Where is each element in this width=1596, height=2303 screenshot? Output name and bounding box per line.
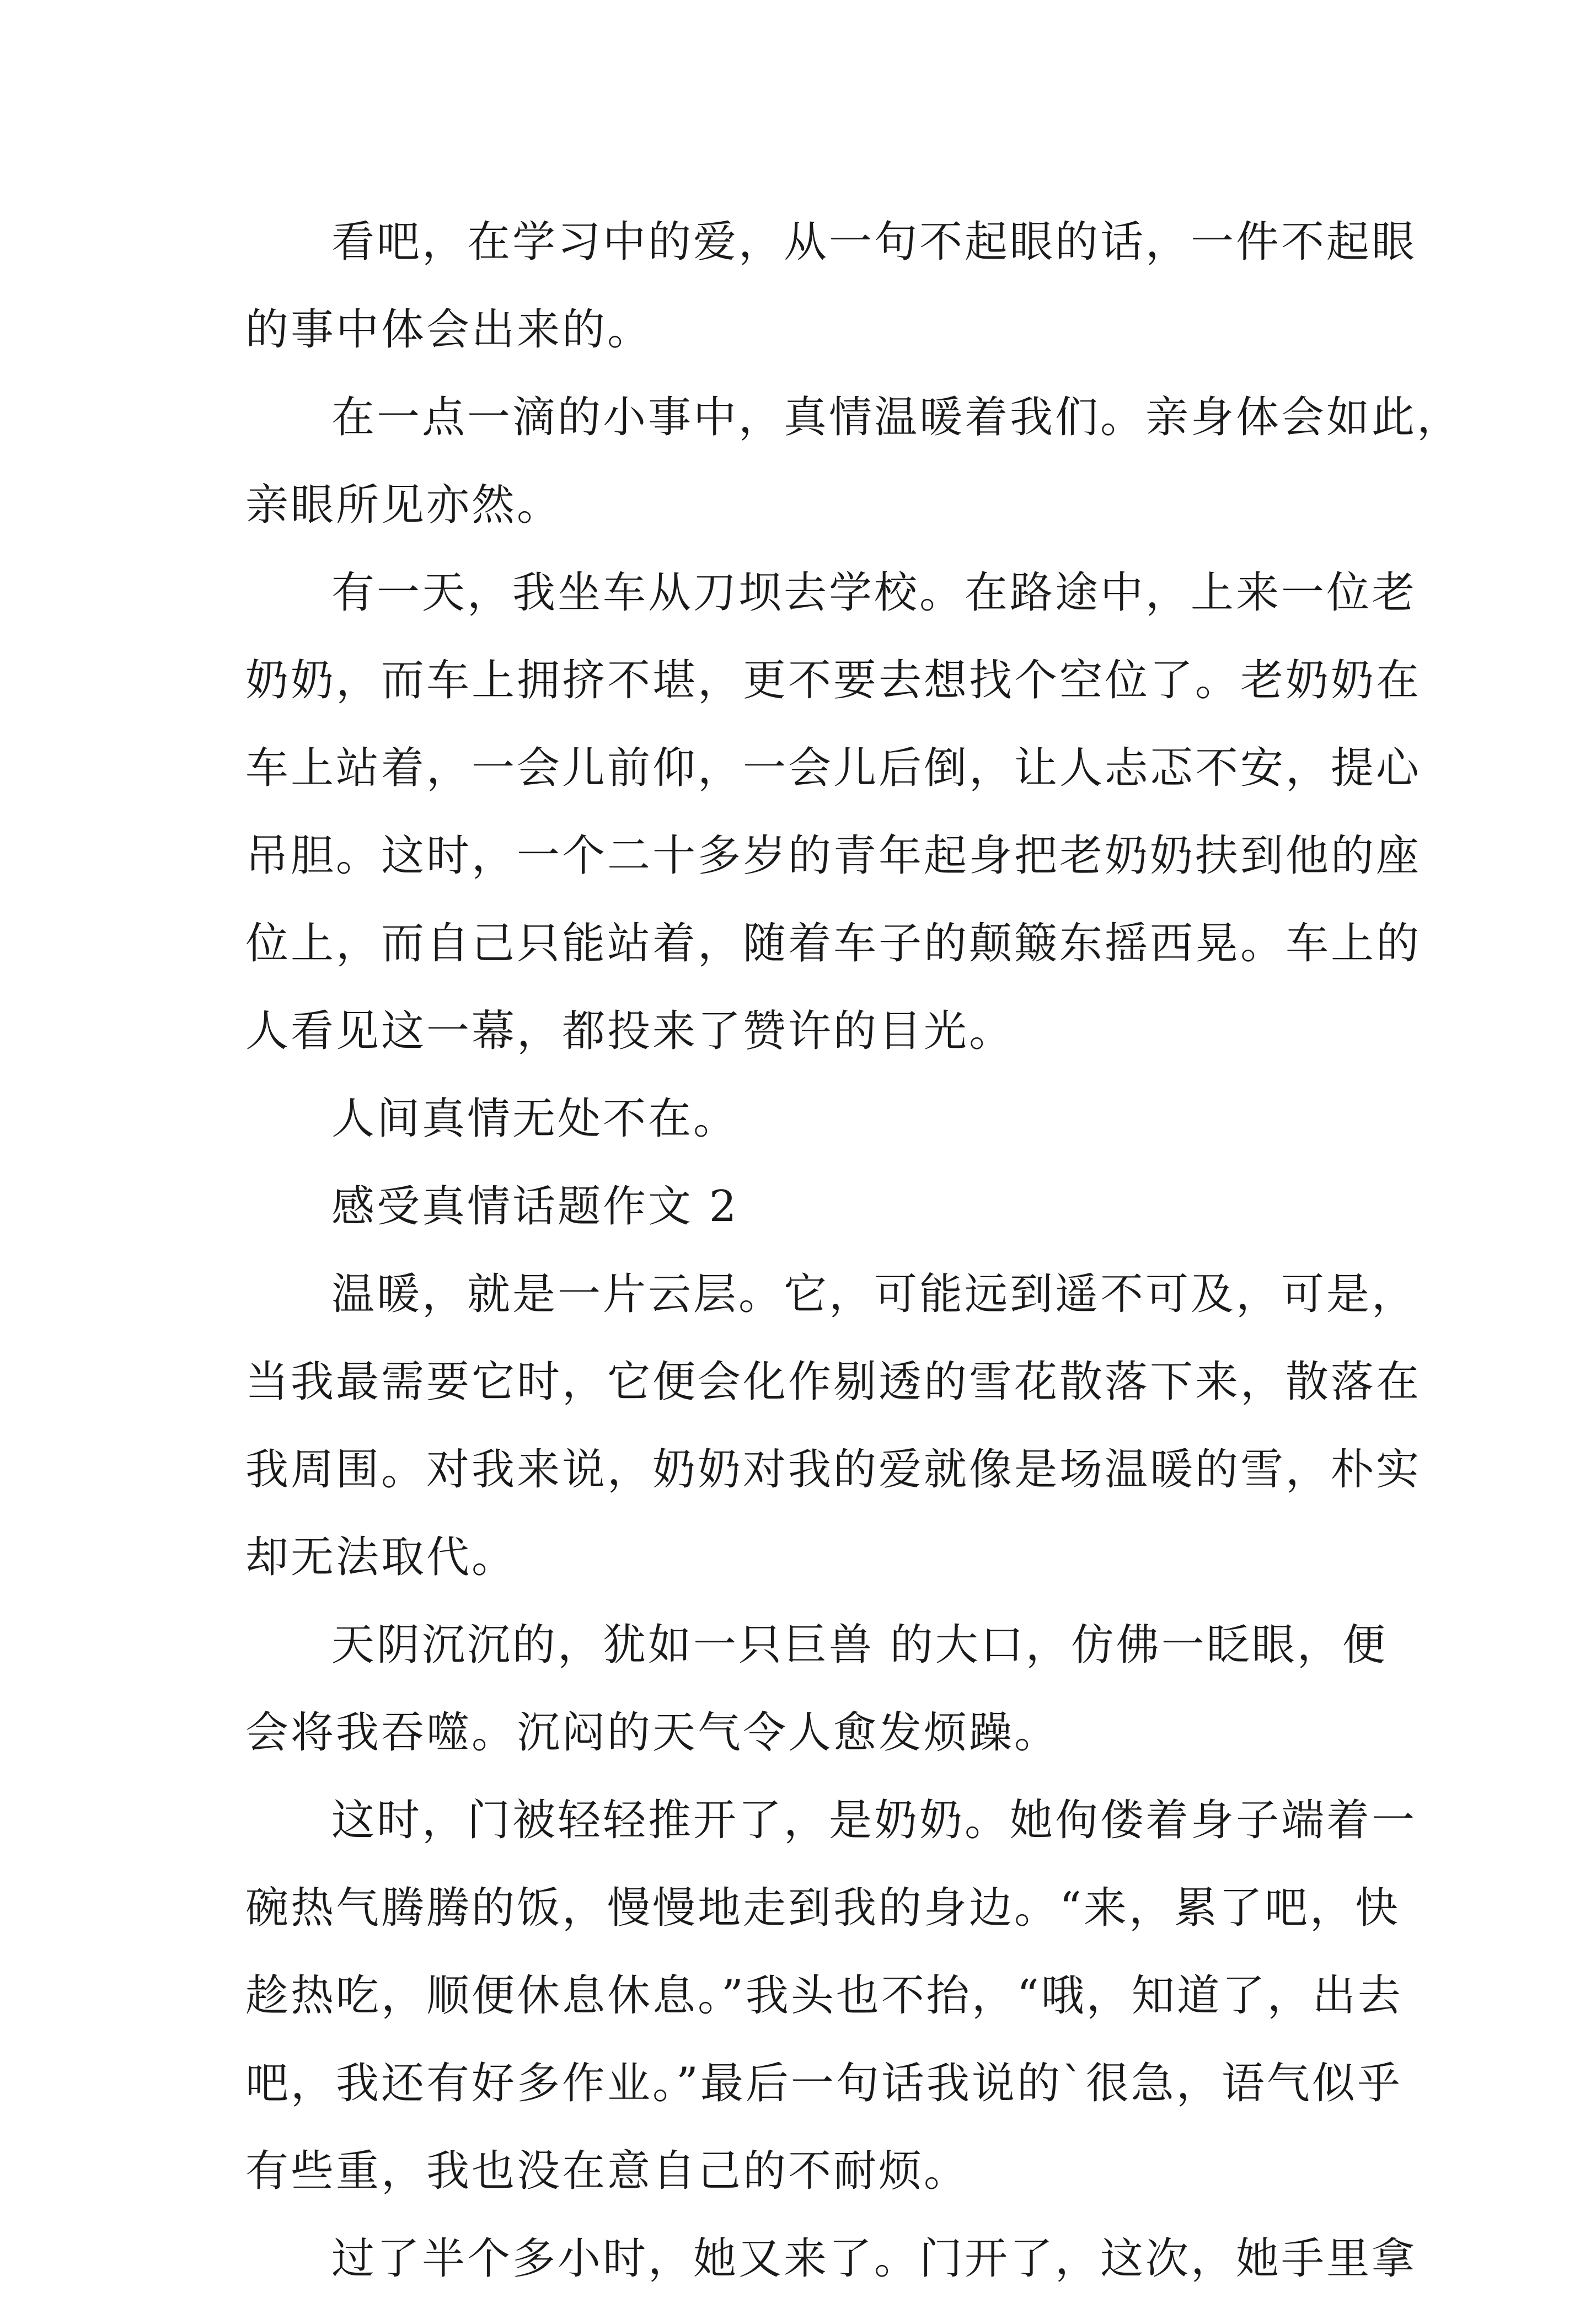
- text-line: 温暖，就是一片云层。它，可能远到遥不可及，可是，: [331, 1270, 1417, 1319]
- text-line: 碗热气腾腾的饭，慢慢地走到我的身边。“来，累了吧，快: [245, 1883, 1400, 1933]
- text-line: 趁热吃，顺便休息休息。”我头也不抬，“哦，知道了，出去: [245, 1971, 1403, 2021]
- text-line: 有一天，我坐车从刀坝去学校。在路途中，上来一位老: [331, 568, 1417, 618]
- heading-line: 感受真情话题作文 2: [331, 1182, 739, 1231]
- text-line: 天阴沉沉的，犹如一只巨兽 的大口，仿佛一眨眼，便: [331, 1620, 1388, 1670]
- text-line: 的事中体会出来的。: [245, 305, 653, 355]
- paragraph: [245, 1602, 1388, 1777]
- section-heading: [245, 1163, 1365, 1251]
- text-line: 会将我吞噬。沉闷的天气令人愈发烦躁。: [245, 1708, 1060, 1758]
- text-line: 这时，门被轻轻推开了，是奶奶。她佝偻着身子端着一: [331, 1796, 1417, 1845]
- text-line: 却无法取代。: [245, 1533, 517, 1582]
- text-line: 吊胆。这时，一个二十多岁的青年起身把老奶奶扶到他的座: [245, 831, 1422, 881]
- text-line: 吧，我还有好多作业。”最后一句话我说的`很急，语气似乎: [245, 2059, 1402, 2108]
- paragraph: [245, 1777, 1417, 2215]
- text-line: 奶奶，而车上拥挤不堪，更不要去想找个空位了。老奶奶在: [245, 656, 1422, 705]
- text-line: 亲眼所见亦然。: [245, 480, 563, 530]
- text-line: 位上，而自己只能站着，随着车子的颠簸东摇西晃。车上的: [245, 919, 1422, 968]
- text-line: 人看见这一幕，都投来了赞许的目光。: [245, 1006, 1015, 1056]
- paragraph: [245, 374, 1463, 549]
- text-line: 人间真情无处不在。: [331, 1094, 739, 1144]
- paragraph: [245, 2215, 1417, 2303]
- paragraph: [245, 1075, 1365, 1163]
- text-line: 有些重，我也没在意自己的不耐烦。: [245, 2146, 970, 2196]
- document-body: [245, 199, 1463, 2303]
- text-line: 过了半个多小时，她又来了。门开了，这次，她手里拿: [331, 2234, 1417, 2284]
- text-line: 我周围。对我来说，奶奶对我的爱就像是场温暖的雪，朴实: [245, 1445, 1422, 1495]
- text-line: 在一点一滴的小事中，真情温暖着我们。亲身体会如此，: [331, 393, 1463, 442]
- text-line: 车上站着，一会儿前仰，一会儿后倒，让人忐忑不安，提心: [245, 743, 1422, 793]
- paragraph: [245, 199, 1417, 374]
- text-line: 当我最需要它时，它便会化作剔透的雪花散落下来，散落在: [245, 1357, 1422, 1407]
- text-line: 看吧，在学习中的爱，从一句不起眼的话，一件不起眼: [331, 217, 1417, 267]
- paragraph: [245, 1251, 1422, 1602]
- paragraph: [245, 549, 1422, 1075]
